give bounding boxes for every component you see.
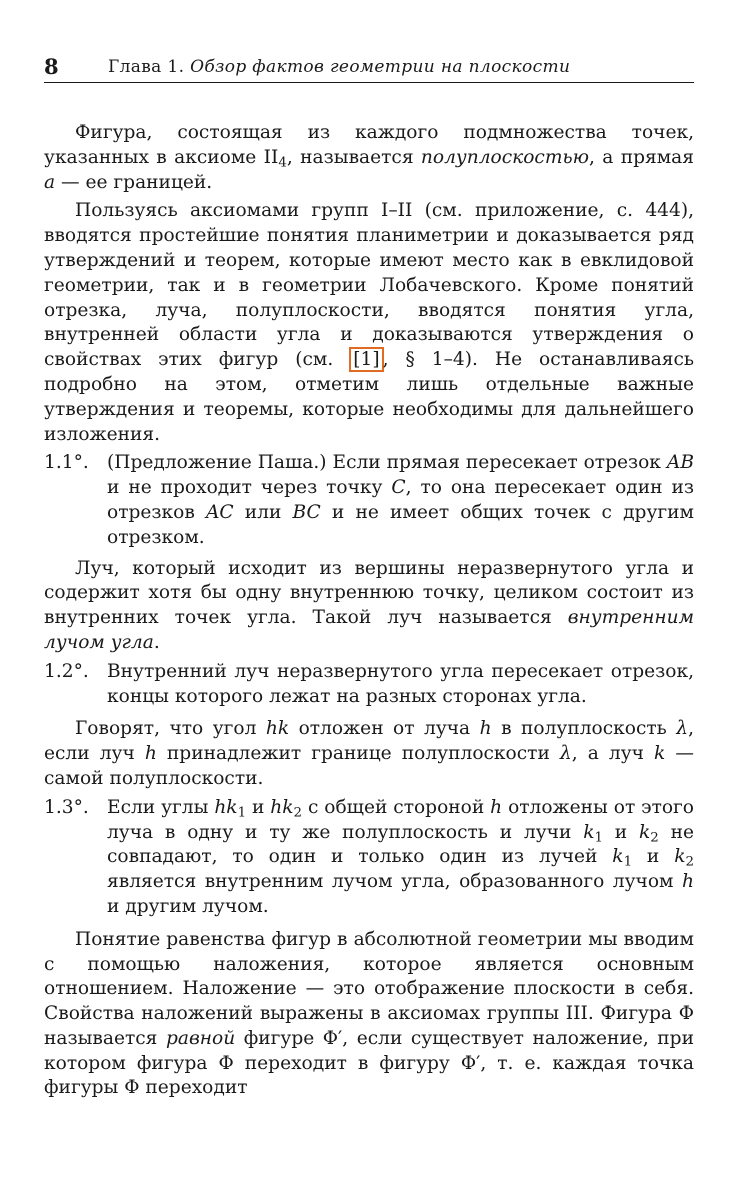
variable: λ [676, 718, 689, 740]
text: не совпадают, то один и только один из лучей [107, 821, 694, 868]
paragraph-axioms [44, 199, 694, 447]
text: (Предложение Паша.) Если прямая пересекает отрезок [107, 452, 667, 474]
text: с общей стороной [302, 796, 491, 818]
variable: a [44, 171, 56, 193]
text: , а прямая [588, 146, 694, 168]
variable: k [583, 821, 595, 843]
text: отложены от этого луча в одну и ту же полуплоскость и лучи [107, 796, 694, 843]
variable: BC [292, 501, 321, 523]
variable: h [479, 718, 492, 740]
variable: hk [270, 796, 294, 818]
text: Если углы [107, 796, 215, 818]
variable: AB [666, 452, 694, 474]
term-inner-ray: внутренним лучом угла [44, 607, 694, 653]
variable: λ [559, 743, 572, 765]
subscript: 1 [623, 855, 633, 871]
citation-link[interactable]: [1] [349, 347, 383, 372]
statement-1-2 [44, 660, 694, 710]
text: — самой полуплоскости. [44, 743, 694, 789]
chapter-heading [108, 57, 570, 77]
text: . [153, 631, 160, 653]
text: , то она пересекает один из отрезков [107, 477, 694, 523]
text: и [246, 796, 271, 818]
text: принадлежит границе полуплоскости [156, 743, 560, 765]
variable: k [654, 743, 666, 765]
text: и не имеет общих точек с другим отрезком. [107, 501, 694, 548]
variable: k [612, 846, 624, 868]
paragraph-angle-laid [44, 717, 694, 791]
text: Луч, который исходит из вершины неразвернутого угла и содержит хотя бы одну внутреннюю точку, целиком состоит из внутренних точек угла. Такой луч называется [44, 557, 694, 629]
text: , § 1–4). Не останавливаясь подробно на этом, отметим лишь отдельные важные утверждения и теоремы, которые необходимы для дальнейшего изложения. [44, 349, 694, 445]
text: Говорят, что угол [75, 718, 266, 740]
text: , а луч [571, 743, 655, 765]
text: — ее границей. [55, 171, 213, 193]
variable: k [639, 821, 651, 843]
text: фигуре Φ′, если существует наложение, при котором фигура Φ переходит в фигуру Φ′, т. е. каждая точка фигуры Φ переходит [44, 1027, 694, 1099]
page-body [44, 121, 694, 1101]
page-number: 8 [44, 54, 59, 79]
text: , называется [286, 146, 421, 168]
text: и [602, 821, 639, 843]
axiom-subscript: 4 [278, 155, 287, 171]
text: Фигура, состоящая из каждого подмножества точек, указанных в аксиоме [44, 122, 694, 168]
text: и не проходит через точку [107, 477, 392, 499]
text: является внутренним лучом угла, образованного лучом [107, 871, 683, 893]
variable: hk [265, 718, 290, 740]
variable: hk [214, 796, 238, 818]
text: в полуплоскость [491, 718, 677, 740]
text: и [632, 846, 675, 868]
text: отложен от луча [289, 718, 480, 740]
variable: k [674, 846, 686, 868]
chapter-label: Глава 1. [108, 57, 185, 77]
text: и другим лучом. [107, 895, 269, 917]
text: , если луч [44, 718, 694, 765]
text: Внутренний луч неразвернутого угла пересекает отрезок, концы которого лежат на разных сторонах угла. [107, 660, 694, 707]
subscript: 1 [237, 805, 247, 821]
statement-1-1 [44, 451, 694, 550]
text: Пользуясь аксиомами групп I–II (см. приложение, с. 444), вводятся простейшие понятия планиметрии и доказывается ряд утверждений и теорем, которые имеют место как в евклидовой геометрии, так и в геометрии Лобачевского. Кроме понятий отрезка, луча, полуплоскости, вводятся понятия угла, внутренней области угла и доказываются утверждения о свойствах этих фигур (см. [44, 200, 694, 371]
term-halfplane: полуплоскостью [420, 146, 589, 168]
term-equal: равной [165, 1027, 236, 1049]
variable: C [391, 477, 406, 499]
axiom-number: II [263, 146, 279, 168]
text: или [233, 501, 293, 523]
running-header [44, 52, 694, 83]
text: Понятие равенства фигур в абсолютной геометрии мы вводим с помощью наложения, которое является основным отношением. Наложение — это отображение плоскости в себя. Свойства наложений выражены в аксиомах группы III. Фигура Φ называется [44, 928, 694, 1049]
statement-1-3 [44, 796, 694, 920]
subscript: 2 [293, 805, 303, 821]
variable: h [682, 871, 694, 893]
paragraph-inner-ray [44, 557, 694, 656]
paragraph-halfplane [44, 121, 694, 195]
variable: AC [205, 501, 234, 523]
subscript: 2 [685, 855, 694, 871]
paragraph-equality [44, 928, 694, 1102]
subscript: 2 [650, 830, 659, 846]
chapter-title: Обзор фактов геометрии на плоскости [190, 57, 571, 77]
variable: h [490, 796, 503, 818]
statement-number: 1.1°. [44, 452, 89, 474]
variable: h [144, 743, 157, 765]
statement-number: 1.3°. [44, 796, 89, 818]
subscript: 1 [594, 830, 603, 846]
statement-number: 1.2°. [44, 660, 89, 682]
